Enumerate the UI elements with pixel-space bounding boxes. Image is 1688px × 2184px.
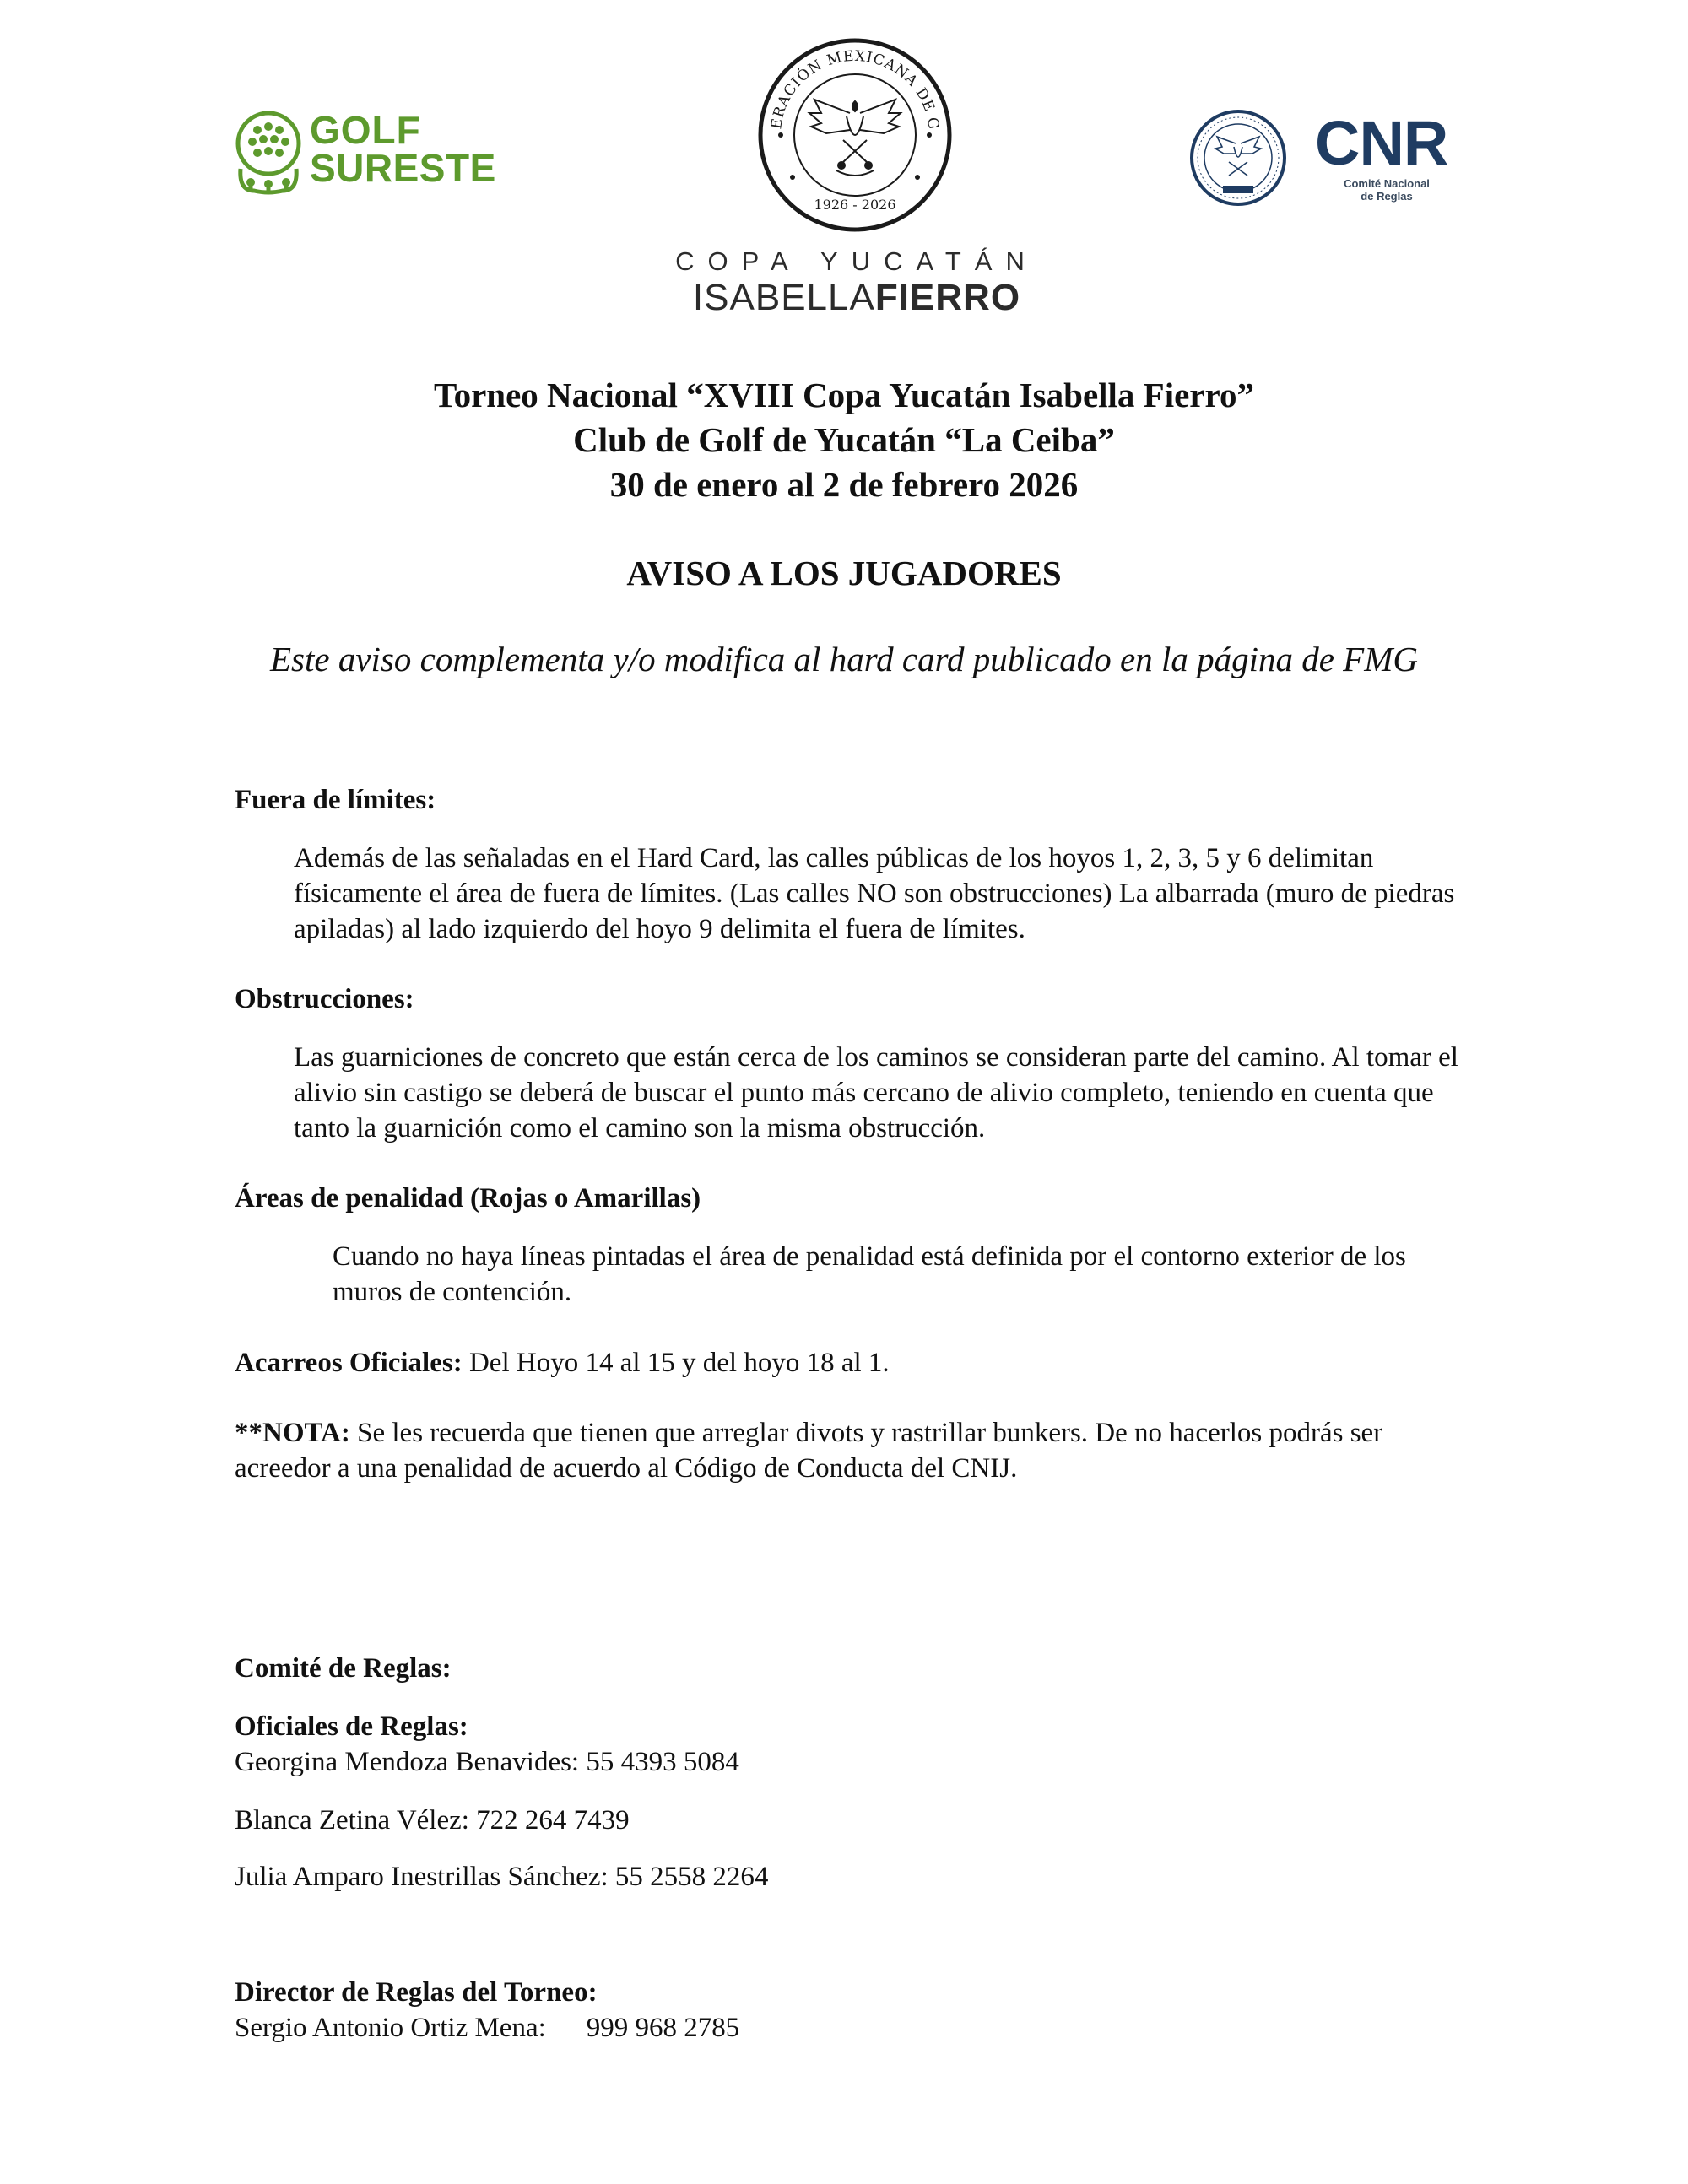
copa-logo-line1: COPA YUCATÁN [675,246,1038,276]
cnr-wordmark: CNR [1315,108,1448,178]
section-areas-text: Cuando no haya líneas pintadas el área de penalidad está definida por el contorno exterior de los muros de contención. [333,1241,1406,1307]
tournament-title [169,373,1519,507]
official-2: Blanca Zetina Vélez: 722 264 7439 [235,1805,630,1835]
golf-ball-mayan-icon [232,110,305,197]
copa-logo-name-thin: ISABELLA [692,277,875,318]
intro-text: Este aviso complementa y/o modifica al hard card publicado en la página de FMG [270,640,1418,678]
section-fuera-text: Además de las señaladas en el Hard Card, las calles públicas de los hoyos 1, 2, 3, 5 y 6 delimitan físicamente el área de fuera de límites. (Las calles NO son obstrucciones) La albarrada (muro de piedras apiladas) al lado izquierdo del hoyo 9 delimita el fuera de límites. [294,843,1455,944]
golf-sureste-line2: SURESTE [310,146,496,190]
section-nota [235,1415,1467,1486]
seal-ring-text: ERACIÓN MEXICANA DE G [768,47,942,132]
section-areas-label: Áreas de penalidad (Rojas o Amarillas) [235,1183,701,1214]
section-obstrucciones-label: Obstrucciones: [235,984,414,1014]
seal-years: 1926 - 2026 [814,197,896,213]
copa-logo-name-bold: FIERRO [874,277,1021,318]
director-block [235,1975,1467,2046]
officials-block [235,1709,1467,1780]
copa-yucatan-logo [616,246,1097,322]
director-label: Director de Reglas del Torneo: [235,1977,598,2008]
section-fuera-label: Fuera de límites: [235,785,436,815]
cnr-sub-line1: Comité Nacional [1344,177,1430,190]
section-nota-text: Se les recuerda que tienen que arreglar divots y rastrillar bunkers. De no hacerlos podrás ser acreedor a una penalidad de acuerdo al Código de Conducta del CNIJ. [235,1418,1383,1484]
fmg-small-seal-icon [1188,108,1288,208]
notice-heading: AVISO A LOS JUGADORES [626,554,1062,592]
section-acarreos-label: Acarreos Oficiales: [235,1348,463,1378]
section-acarreos [235,1345,1467,1381]
cnr-logo [1188,108,1467,211]
section-acarreos-text: Del Hoyo 14 al 15 y del hoyo 18 al 1. [462,1348,890,1378]
cnr-sub-line2: de Reglas [1361,190,1413,203]
golf-sureste-line1: GOLF [310,108,421,152]
fmg-seal-logo [755,35,955,235]
section-obstrucciones-text: Las guarniciones de concreto que están cerca de los caminos se consideran parte del camino. Al tomar el alivio sin castigo se deberá de buscar el punto más cercano de alivio completo, teniendo en cuenta que tanto la guarnición como el camino son la misma obstrucción. [294,1042,1458,1143]
official-3: Julia Amparo Inestrillas Sánchez: 55 2558 2264 [235,1862,769,1892]
title-line-3: 30 de enero al 2 de febrero 2026 [609,465,1079,504]
committee-label: Comité de Reglas: [235,1653,452,1684]
golf-sureste-logo [232,108,528,201]
section-nota-label: **NOTA: [235,1418,350,1448]
official-1: Georgina Mendoza Benavides: 55 4393 5084 [235,1747,739,1777]
title-line-1: Torneo Nacional “XVIII Copa Yucatán Isabella Fierro” [434,376,1254,414]
director-phone: 999 968 2785 [586,2013,740,2043]
title-line-2: Club de Golf de Yucatán “La Ceiba” [573,420,1115,459]
officials-label: Oficiales de Reglas: [235,1711,468,1742]
director-name: Sergio Antonio Ortiz Mena: [235,2013,546,2043]
